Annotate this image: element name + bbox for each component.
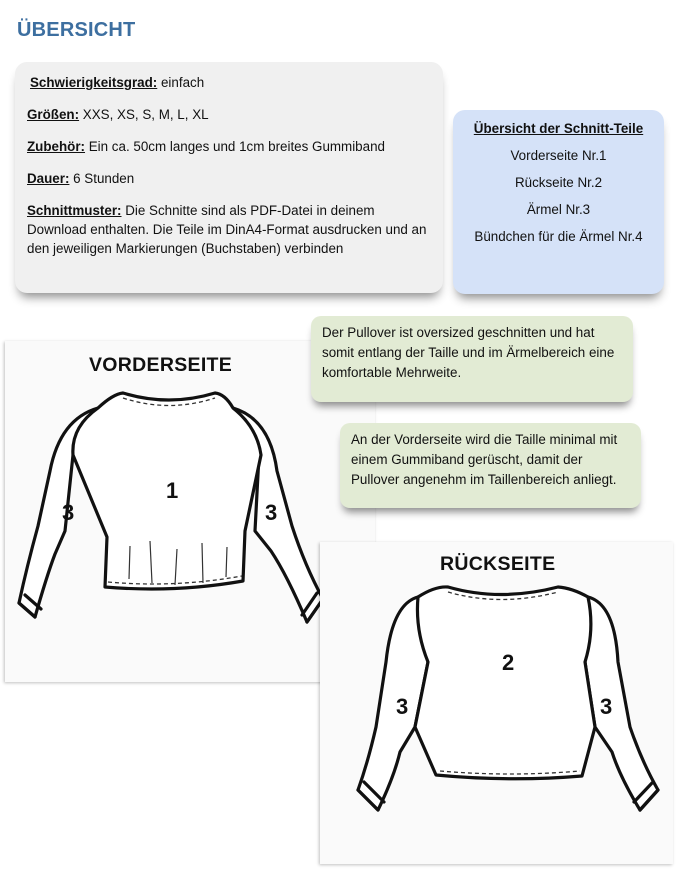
back-left-sleeve-number: 3 bbox=[396, 694, 409, 719]
pattern-part-item: Rückseite Nr.2 bbox=[514, 175, 603, 190]
accessories-row bbox=[27, 137, 431, 156]
back-right-sleeve-number: 3 bbox=[600, 694, 613, 719]
front-panel-title: VORDERSEITE bbox=[89, 354, 233, 376]
difficulty-value: einfach bbox=[157, 75, 205, 90]
info-card bbox=[15, 62, 443, 293]
difficulty-row bbox=[27, 73, 431, 92]
back-sketch-panel bbox=[320, 542, 673, 864]
sizes-label: Größen: bbox=[27, 107, 80, 122]
oversized-note: Der Pullover ist oversized geschnitten und hat somit entlang der Taille und im Ärmelbereich eine komfortable Mehrweite. bbox=[311, 316, 633, 402]
waist-note: An der Vorderseite wird die Taille minimal mit einem Gummiband gerüscht, damit der Pullover angenehm im Taillenbereich anliegt. bbox=[340, 423, 641, 508]
duration-label: Dauer: bbox=[27, 171, 70, 186]
difficulty-label: Schwierigkeitsgrad: bbox=[30, 75, 158, 90]
pattern-parts-title: Übersicht der Schnitt-Teile bbox=[473, 121, 644, 136]
pattern-part-item: Vorderseite Nr.1 bbox=[510, 148, 607, 163]
front-left-sleeve-number: 3 bbox=[62, 500, 75, 525]
duration-value: 6 Stunden bbox=[69, 171, 135, 186]
pattern-parts-card bbox=[453, 110, 664, 294]
pattern-part-item: Bündchen für die Ärmel Nr.4 bbox=[474, 229, 643, 244]
front-right-sleeve-number: 3 bbox=[265, 500, 278, 525]
back-body-number: 2 bbox=[502, 650, 515, 675]
back-panel-title: RÜCKSEITE bbox=[440, 553, 556, 575]
pattern-label: Schnittmuster: bbox=[27, 203, 122, 218]
accessories-value: Ein ca. 50cm langes und 1cm breites Gummiband bbox=[85, 139, 385, 154]
sizes-value: XXS, XS, S, M, L, XL bbox=[79, 107, 209, 122]
duration-row bbox=[27, 169, 431, 188]
front-body-number: 1 bbox=[166, 478, 179, 503]
pattern-value: Die Schnitte sind als PDF-Datei in deinem Download enthalten. Die Teile im DinA4-Format ausdrucken und an den jeweiligen Markierungen (Buchstaben) verbinden bbox=[27, 203, 427, 256]
pattern-row bbox=[27, 201, 431, 258]
pattern-part-item: Ärmel Nr.3 bbox=[526, 202, 591, 217]
accessories-label: Zubehör: bbox=[27, 139, 86, 154]
sizes-row bbox=[27, 105, 431, 124]
page-title: ÜBERSICHT bbox=[17, 19, 136, 41]
back-sweater-sketch bbox=[320, 542, 673, 864]
